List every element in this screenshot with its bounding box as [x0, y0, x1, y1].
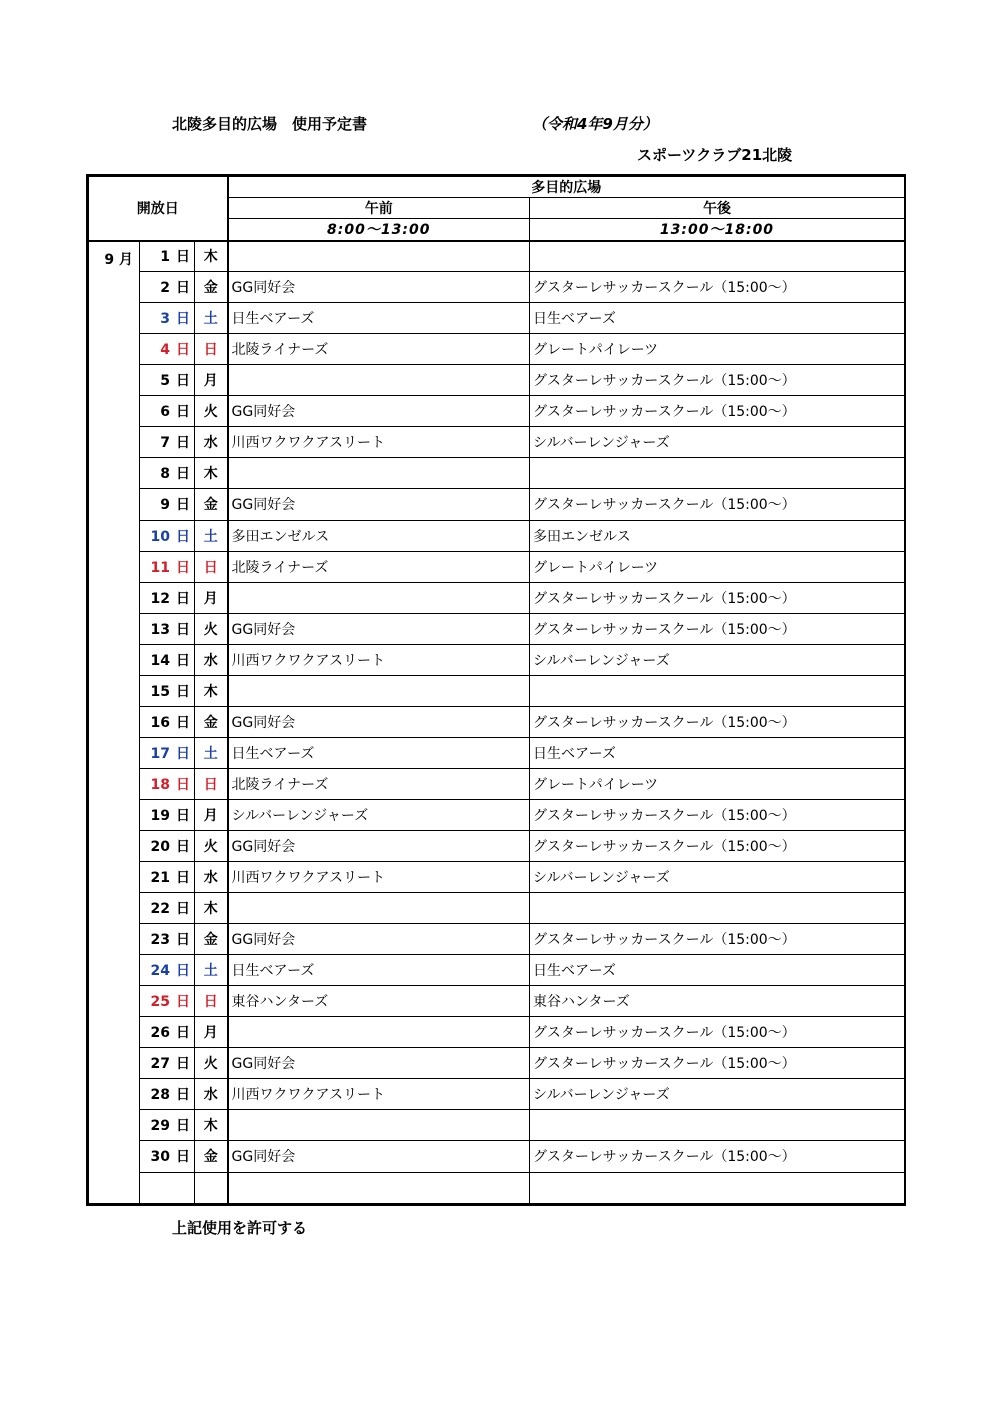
day-number: 30 — [150, 1149, 170, 1166]
am-booking-cell — [228, 675, 530, 706]
day-cell — [140, 893, 195, 924]
weekday-cell: 土 — [195, 955, 228, 986]
am-booking-cell: 川西ワクワクアスリート — [228, 862, 530, 893]
table-row — [89, 924, 905, 955]
month-cell: 9 月 — [89, 241, 140, 1204]
weekday-cell: 月 — [195, 365, 228, 396]
day-cell — [140, 830, 195, 861]
weekday-cell: 金 — [195, 1141, 228, 1172]
pm-time: 13:00～18:00 — [530, 219, 905, 241]
weekday-cell — [195, 1172, 228, 1204]
day-number: 24 — [150, 963, 170, 980]
weekday-cell: 金 — [195, 706, 228, 737]
weekday-cell: 木 — [195, 241, 228, 272]
day-suffix: 日 — [176, 994, 190, 1011]
table-row — [89, 1141, 905, 1172]
am-booking-cell: GG同好会 — [228, 830, 530, 861]
day-suffix: 日 — [176, 280, 190, 297]
day-number: 2 — [160, 280, 170, 297]
day-cell — [140, 241, 195, 272]
day-cell — [140, 1079, 195, 1110]
table-row — [89, 613, 905, 644]
am-booking-cell: GG同好会 — [228, 1048, 530, 1079]
am-booking-cell: シルバーレンジャーズ — [228, 799, 530, 830]
day-cell — [140, 365, 195, 396]
pm-booking-cell: グスターレサッカースクール（15:00～） — [530, 1017, 905, 1048]
pm-booking-cell: グスターレサッカースクール（15:00～） — [530, 799, 905, 830]
weekday-cell: 水 — [195, 1079, 228, 1110]
am-booking-cell — [228, 1017, 530, 1048]
pm-booking-cell: グスターレサッカースクール（15:00～） — [530, 1141, 905, 1172]
day-suffix: 日 — [176, 932, 190, 949]
organization-name: スポーツクラブ21北陵 — [637, 146, 793, 164]
am-booking-cell: GG同好会 — [228, 924, 530, 955]
am-booking-cell — [228, 1172, 530, 1204]
day-cell — [140, 675, 195, 706]
day-number: 21 — [150, 870, 170, 887]
table-row — [89, 458, 905, 489]
pm-booking-cell: グレートパイレーツ — [530, 768, 905, 799]
pm-booking-cell: グスターレサッカースクール（15:00～） — [530, 582, 905, 613]
weekday-cell: 土 — [195, 737, 228, 768]
pm-booking-cell — [530, 1110, 905, 1141]
weekday-cell: 水 — [195, 644, 228, 675]
table-row — [89, 551, 905, 582]
day-cell — [140, 1017, 195, 1048]
day-cell — [140, 272, 195, 303]
day-suffix: 日 — [176, 249, 190, 266]
day-suffix: 日 — [176, 745, 190, 762]
weekday-cell: 土 — [195, 520, 228, 551]
table-row — [89, 799, 905, 830]
day-suffix: 日 — [176, 963, 190, 980]
am-booking-cell: 北陵ライナーズ — [228, 768, 530, 799]
day-number: 12 — [150, 590, 170, 607]
weekday-cell: 火 — [195, 830, 228, 861]
weekday-cell: 日 — [195, 334, 228, 365]
table-row — [89, 986, 905, 1017]
day-number: 14 — [150, 652, 170, 669]
pm-booking-cell: グレートパイレーツ — [530, 551, 905, 582]
weekday-cell: 金 — [195, 924, 228, 955]
day-number: 13 — [150, 621, 170, 638]
table-row — [89, 955, 905, 986]
day-cell — [140, 458, 195, 489]
day-cell — [140, 1172, 195, 1204]
pm-booking-cell — [530, 675, 905, 706]
facility-header: 多目的広場 — [228, 177, 905, 198]
day-suffix: 日 — [176, 466, 190, 483]
day-cell — [140, 1141, 195, 1172]
day-number: 20 — [150, 839, 170, 855]
pm-booking-cell: グスターレサッカースクール（15:00～） — [530, 272, 905, 303]
table-row — [89, 241, 905, 272]
day-suffix: 日 — [176, 683, 190, 700]
table-row — [89, 893, 905, 924]
day-cell — [140, 334, 195, 365]
day-number: 28 — [150, 1087, 170, 1104]
am-booking-cell: GG同好会 — [228, 396, 530, 427]
day-cell — [140, 706, 195, 737]
day-cell — [140, 924, 195, 955]
table-row — [89, 427, 905, 458]
day-suffix: 日 — [176, 528, 190, 545]
table-row — [89, 768, 905, 799]
day-cell — [140, 613, 195, 644]
day-number: 15 — [150, 683, 170, 700]
am-booking-cell: GG同好会 — [228, 272, 530, 303]
table-row — [89, 520, 905, 551]
am-booking-cell — [228, 893, 530, 924]
day-number: 16 — [150, 714, 170, 731]
day-suffix: 日 — [176, 497, 190, 514]
weekday-cell: 木 — [195, 458, 228, 489]
day-number: 17 — [150, 745, 170, 762]
day-number: 5 — [160, 373, 170, 390]
table-row — [89, 334, 905, 365]
weekday-cell: 水 — [195, 862, 228, 893]
pm-booking-cell: シルバーレンジャーズ — [530, 1079, 905, 1110]
table-row — [89, 489, 905, 520]
table-row — [89, 706, 905, 737]
day-suffix: 日 — [176, 1087, 190, 1104]
table-row — [89, 1017, 905, 1048]
pm-booking-cell — [530, 458, 905, 489]
day-number: 23 — [150, 932, 170, 949]
table-row — [89, 582, 905, 613]
day-suffix: 日 — [176, 1149, 190, 1166]
weekday-cell: 日 — [195, 768, 228, 799]
day-number: 1 — [160, 249, 170, 266]
weekday-cell: 火 — [195, 1048, 228, 1079]
day-number: 27 — [150, 1056, 170, 1073]
pm-booking-cell: グスターレサッカースクール（15:00～） — [530, 396, 905, 427]
pm-booking-cell: グスターレサッカースクール（15:00～） — [530, 613, 905, 644]
open-day-header: 開放日 — [89, 177, 228, 241]
day-cell — [140, 1110, 195, 1141]
day-number: 19 — [150, 807, 170, 824]
am-booking-cell: 北陵ライナーズ — [228, 334, 530, 365]
day-suffix: 日 — [176, 652, 190, 669]
day-suffix: 日 — [176, 311, 190, 328]
day-number: 26 — [150, 1025, 170, 1042]
pm-booking-cell: シルバーレンジャーズ — [530, 862, 905, 893]
weekday-cell: 月 — [195, 1017, 228, 1048]
day-suffix: 日 — [176, 590, 190, 607]
pm-booking-cell: グスターレサッカースクール（15:00～） — [530, 830, 905, 861]
am-booking-cell: GG同好会 — [228, 613, 530, 644]
am-booking-cell — [228, 1110, 530, 1141]
table-row — [89, 1172, 905, 1204]
pm-header: 午後 — [530, 198, 905, 219]
day-suffix: 日 — [176, 776, 190, 793]
table-row — [89, 365, 905, 396]
am-booking-cell — [228, 458, 530, 489]
weekday-cell: 金 — [195, 272, 228, 303]
pm-booking-cell — [530, 1172, 905, 1204]
am-booking-cell: 多田エンゼルス — [228, 520, 530, 551]
pm-booking-cell: グスターレサッカースクール（15:00～） — [530, 1048, 905, 1079]
am-time: 8:00～13:00 — [228, 219, 530, 241]
day-suffix: 日 — [176, 901, 190, 918]
weekday-cell: 月 — [195, 582, 228, 613]
day-number: 7 — [160, 435, 170, 452]
table-row — [89, 862, 905, 893]
day-suffix: 日 — [176, 342, 190, 359]
am-booking-cell: 日生ベアーズ — [228, 955, 530, 986]
am-booking-cell: GG同好会 — [228, 706, 530, 737]
period-label: （令和4年9月分） — [532, 115, 658, 133]
day-cell — [140, 582, 195, 613]
schedule-table — [86, 174, 906, 1206]
day-suffix: 日 — [176, 1056, 190, 1073]
am-booking-cell — [228, 582, 530, 613]
day-number: 11 — [150, 559, 170, 576]
day-cell — [140, 644, 195, 675]
document-title: 北陵多目的広場 使用予定書 — [172, 115, 368, 133]
am-booking-cell: GG同好会 — [228, 489, 530, 520]
pm-booking-cell: グスターレサッカースクール（15:00～） — [530, 706, 905, 737]
am-booking-cell: 川西ワクワクアスリート — [228, 644, 530, 675]
day-cell — [140, 986, 195, 1017]
day-cell — [140, 489, 195, 520]
table-row — [89, 272, 905, 303]
day-cell — [140, 737, 195, 768]
table-row — [89, 737, 905, 768]
table-row — [89, 1048, 905, 1079]
am-booking-cell: 北陵ライナーズ — [228, 551, 530, 582]
day-cell — [140, 551, 195, 582]
day-cell — [140, 955, 195, 986]
am-booking-cell — [228, 241, 530, 272]
pm-booking-cell: 日生ベアーズ — [530, 737, 905, 768]
day-suffix: 日 — [176, 807, 190, 824]
pm-booking-cell: シルバーレンジャーズ — [530, 644, 905, 675]
day-cell — [140, 862, 195, 893]
day-cell — [140, 396, 195, 427]
weekday-cell: 土 — [195, 303, 228, 334]
table-row — [89, 1079, 905, 1110]
day-number: 6 — [160, 404, 170, 421]
day-suffix: 日 — [176, 1118, 190, 1135]
day-suffix: 日 — [176, 870, 190, 887]
am-booking-cell: 川西ワクワクアスリート — [228, 1079, 530, 1110]
am-booking-cell: 日生ベアーズ — [228, 737, 530, 768]
pm-booking-cell: グレートパイレーツ — [530, 334, 905, 365]
day-number: 29 — [150, 1118, 170, 1135]
pm-booking-cell: シルバーレンジャーズ — [530, 427, 905, 458]
day-suffix: 日 — [176, 714, 190, 731]
day-number: 22 — [150, 901, 170, 918]
am-booking-cell: GG同好会 — [228, 1141, 530, 1172]
am-booking-cell: 東谷ハンターズ — [228, 986, 530, 1017]
weekday-cell: 木 — [195, 1110, 228, 1141]
pm-booking-cell — [530, 241, 905, 272]
day-number: 10 — [150, 528, 170, 545]
weekday-cell: 日 — [195, 986, 228, 1017]
table-row — [89, 303, 905, 334]
day-cell — [140, 520, 195, 551]
table-row — [89, 396, 905, 427]
weekday-cell: 火 — [195, 613, 228, 644]
day-number: 4 — [160, 342, 170, 359]
day-number: 9 — [160, 497, 170, 514]
day-number: 18 — [150, 776, 170, 793]
day-cell — [140, 303, 195, 334]
weekday-cell: 金 — [195, 489, 228, 520]
pm-booking-cell: グスターレサッカースクール（15:00～） — [530, 489, 905, 520]
pm-booking-cell: 日生ベアーズ — [530, 955, 905, 986]
day-suffix: 日 — [176, 435, 190, 452]
day-cell — [140, 1048, 195, 1079]
weekday-cell: 日 — [195, 551, 228, 582]
table-row — [89, 675, 905, 706]
day-suffix: 日 — [176, 559, 190, 576]
table-row — [89, 1110, 905, 1141]
day-number: 3 — [160, 311, 170, 328]
day-suffix: 日 — [176, 839, 190, 855]
am-header: 午前 — [228, 198, 530, 219]
am-booking-cell: 日生ベアーズ — [228, 303, 530, 334]
pm-booking-cell: グスターレサッカースクール（15:00～） — [530, 365, 905, 396]
weekday-cell: 火 — [195, 396, 228, 427]
day-number: 25 — [150, 994, 170, 1011]
am-booking-cell — [228, 365, 530, 396]
weekday-cell: 木 — [195, 675, 228, 706]
table-row — [89, 830, 905, 861]
day-suffix: 日 — [176, 373, 190, 390]
weekday-cell: 水 — [195, 427, 228, 458]
day-cell — [140, 768, 195, 799]
am-booking-cell: 川西ワクワクアスリート — [228, 427, 530, 458]
pm-booking-cell — [530, 893, 905, 924]
pm-booking-cell: 東谷ハンターズ — [530, 986, 905, 1017]
weekday-cell: 木 — [195, 893, 228, 924]
day-suffix: 日 — [176, 404, 190, 421]
weekday-cell: 月 — [195, 799, 228, 830]
day-cell — [140, 427, 195, 458]
pm-booking-cell: 多田エンゼルス — [530, 520, 905, 551]
permission-note: 上記使用を許可する — [172, 1219, 308, 1237]
pm-booking-cell: グスターレサッカースクール（15:00～） — [530, 924, 905, 955]
table-row — [89, 644, 905, 675]
pm-booking-cell: 日生ベアーズ — [530, 303, 905, 334]
day-suffix: 日 — [176, 1025, 190, 1042]
day-cell — [140, 799, 195, 830]
day-number: 8 — [160, 466, 170, 483]
day-suffix: 日 — [176, 621, 190, 638]
